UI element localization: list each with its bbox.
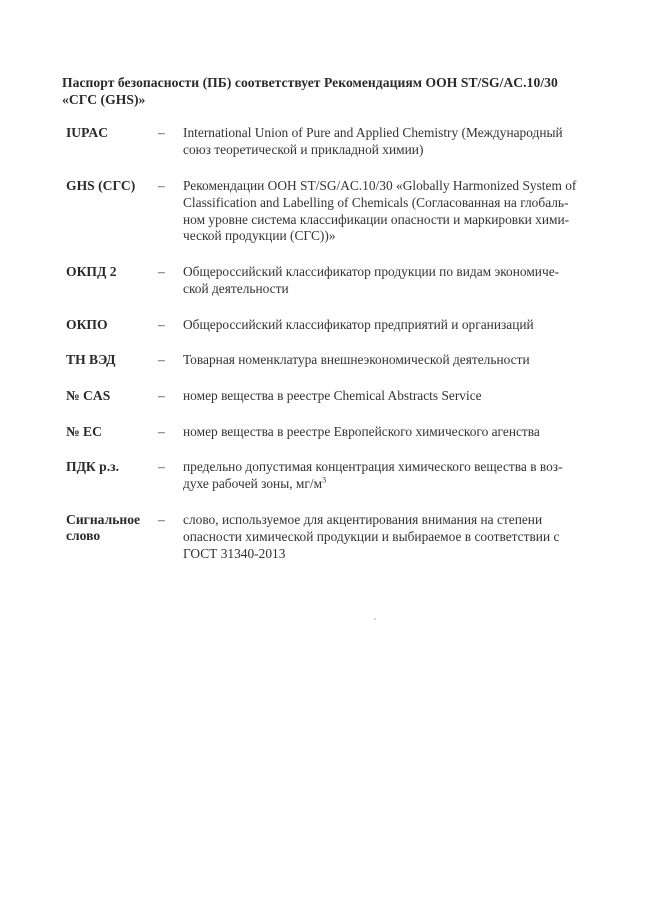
dash-separator: – xyxy=(158,317,165,332)
glossary-definition: Общероссийский классификатор продукции по видам экономиче- ской деятельности xyxy=(183,264,560,296)
dash-separator: – xyxy=(158,264,165,279)
dash-separator: – xyxy=(158,352,165,367)
glossary-term: № CAS xyxy=(66,388,111,403)
glossary-term: ОКПД 2 xyxy=(66,264,117,279)
glossary-definition: Общероссийский классификатор предприятий и организаций xyxy=(183,317,534,332)
glossary-term: GHS (СГС) xyxy=(66,178,136,193)
dash-separator: – xyxy=(158,424,165,439)
dash-separator: – xyxy=(158,459,165,474)
glossary-definition: предельно допустимая концентрация химического вещества в воз- духе рабочей зоны, $мг/м^3$ xyxy=(183,459,563,491)
glossary-definition: слово, используемое для акцентирования внимания на степени опасности химической продукции и выбираемое в соответствии с ГОСТ 31340-2013 xyxy=(183,512,560,561)
document-heading xyxy=(62,74,622,108)
glossary-definition: Рекомендации ООН ST/SG/AC.10/30 «Globally Harmonized System of Classification and Labelling of Chemicals (Согласованная на глобаль- ном уровне система классификации опасности и маркировки хими- ческой продукции (СГС))» xyxy=(183,178,577,244)
scan-speck xyxy=(374,618,376,620)
glossary-term: ОКПО xyxy=(66,317,108,332)
heading-line-2: «СГС (GHS)» xyxy=(62,92,146,107)
dash-separator: – xyxy=(158,388,165,403)
dash-separator: – xyxy=(158,125,165,140)
glossary-definition: International Union of Pure and Applied Chemistry (Международный союз теоретической и прикладной химии) xyxy=(183,125,563,157)
glossary-term: ПДК р.з. xyxy=(66,459,120,474)
heading-line-1: Паспорт безопасности (ПБ) соответствует Рекомендациям ООН ST/SG/AC.10/30 xyxy=(62,75,558,90)
dash-separator: – xyxy=(158,178,165,193)
glossary-term: ТН ВЭД xyxy=(66,352,116,367)
glossary-definition: Товарная номенклатура внешнеэкономической деятельности xyxy=(183,352,530,367)
glossary-definition: номер вещества в реестре Chemical Abstracts Service xyxy=(183,388,482,403)
glossary-term: № ЕС xyxy=(66,424,102,439)
glossary-definition: номер вещества в реестре Европейского химического агенства xyxy=(183,424,540,439)
dash-separator: – xyxy=(158,512,165,527)
glossary-term: Сигнальное слово xyxy=(66,512,141,543)
glossary-term: IUPAC xyxy=(66,125,109,140)
